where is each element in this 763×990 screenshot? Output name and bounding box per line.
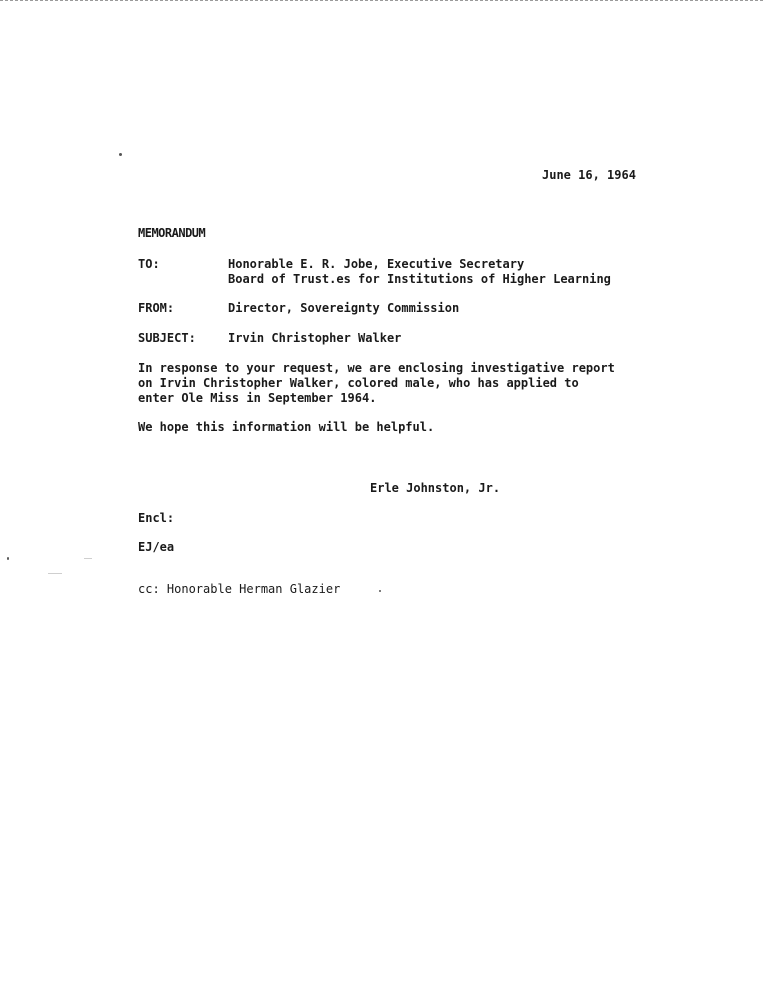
scan-speck	[379, 590, 381, 592]
to-label: TO:	[138, 257, 160, 271]
subject-label: SUBJECT:	[138, 331, 196, 345]
enclosure-note: Encl:	[138, 511, 175, 525]
to-line-2: Board of Trust.es for Institutions of Higher Learning	[228, 272, 611, 286]
memo-date: June 16, 1964	[542, 168, 636, 182]
body-line-1: In response to your request, we are enclosing investigative report	[138, 361, 615, 375]
closing-line: We hope this information will be helpful.	[138, 420, 435, 434]
typist-initials: EJ/ea	[138, 540, 175, 554]
signature: Erle Johnston, Jr.	[370, 481, 501, 495]
memo-heading: MEMORANDUM	[138, 226, 206, 240]
to-line-1: Honorable E. R. Jobe, Executive Secretary	[228, 257, 525, 271]
body-line-2: on Irvin Christopher Walker, colored male, who has applied to	[138, 376, 579, 390]
scan-smudge	[84, 558, 92, 559]
from-label: FROM:	[138, 301, 175, 315]
scan-speck	[119, 153, 122, 156]
scan-speck	[7, 557, 9, 560]
subject-value: Irvin Christopher Walker	[228, 331, 402, 345]
page-border	[0, 0, 763, 1]
body-line-3: enter Ole Miss in September 1964.	[138, 391, 377, 405]
scan-smudge	[48, 573, 62, 574]
cc-line: cc: Honorable Herman Glazier	[138, 582, 341, 596]
from-value: Director, Sovereignty Commission	[228, 301, 460, 315]
